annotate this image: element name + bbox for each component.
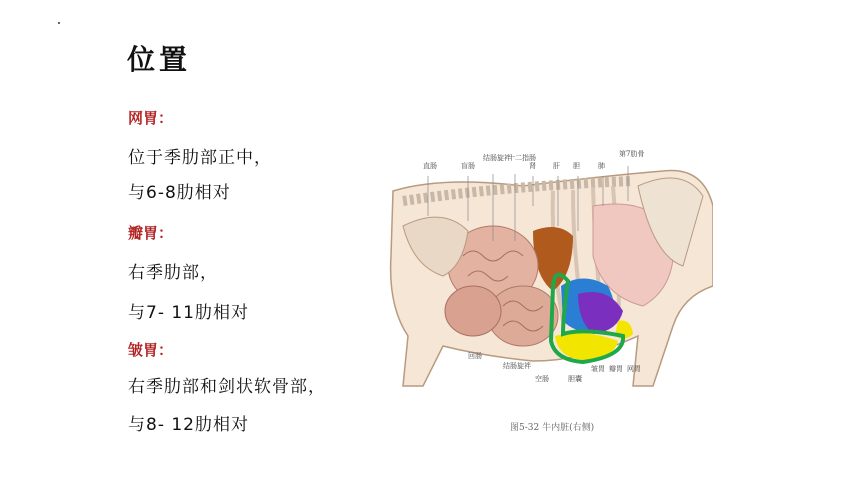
cattle-viscera-illustration bbox=[383, 146, 713, 391]
label-omasum-fig: 瓣胃 bbox=[609, 365, 623, 373]
label-kidney: 肾 bbox=[529, 162, 536, 170]
page-title: 位置 bbox=[127, 43, 192, 76]
label-reticulum-fig: 网胃 bbox=[627, 365, 641, 373]
omasum-line-1: 右季肋部， bbox=[128, 263, 218, 283]
label-cecum: 盲肠 bbox=[461, 162, 475, 170]
label-colon-spiral: 结肠旋袢 bbox=[483, 154, 511, 162]
label-ileum: 回肠 bbox=[468, 352, 482, 360]
label-colon-spiral-bottom: 结肠旋袢 bbox=[503, 362, 531, 370]
label-omasum: 瓣胃： bbox=[128, 224, 174, 242]
label-jejunum: 空肠 bbox=[535, 375, 549, 383]
reticulum-line-1: 位于季肋部正中， bbox=[128, 148, 272, 168]
label-abomasum: 皱胃： bbox=[128, 341, 174, 359]
figure-caption: 图5-32 牛内脏(右侧) bbox=[510, 423, 595, 433]
label-rectum: 直肠 bbox=[423, 162, 437, 170]
bullet-dot bbox=[58, 22, 60, 24]
label-lung: 肺 bbox=[598, 162, 605, 170]
omasum-line-2: 与7- 11肋相对 bbox=[128, 303, 249, 323]
label-gallbladder: 胆囊 bbox=[568, 375, 582, 383]
reticulum-line-2: 与6-8肋相对 bbox=[128, 183, 231, 203]
label-liver: 肝 bbox=[553, 162, 560, 170]
abomasum-line-2: 与8- 12肋相对 bbox=[128, 415, 249, 435]
label-reticulum: 网胃： bbox=[128, 109, 174, 127]
label-rib7: 第7肋骨 bbox=[619, 150, 645, 158]
label-duodenum: 十二指肠 bbox=[508, 154, 536, 162]
label-abomasum-fig: 皱胃 bbox=[591, 365, 605, 373]
label-gall: 胆 bbox=[573, 162, 580, 170]
abomasum-line-1: 右季肋部和剑状软骨部， bbox=[128, 377, 326, 397]
figure-top-labels bbox=[423, 149, 644, 170]
